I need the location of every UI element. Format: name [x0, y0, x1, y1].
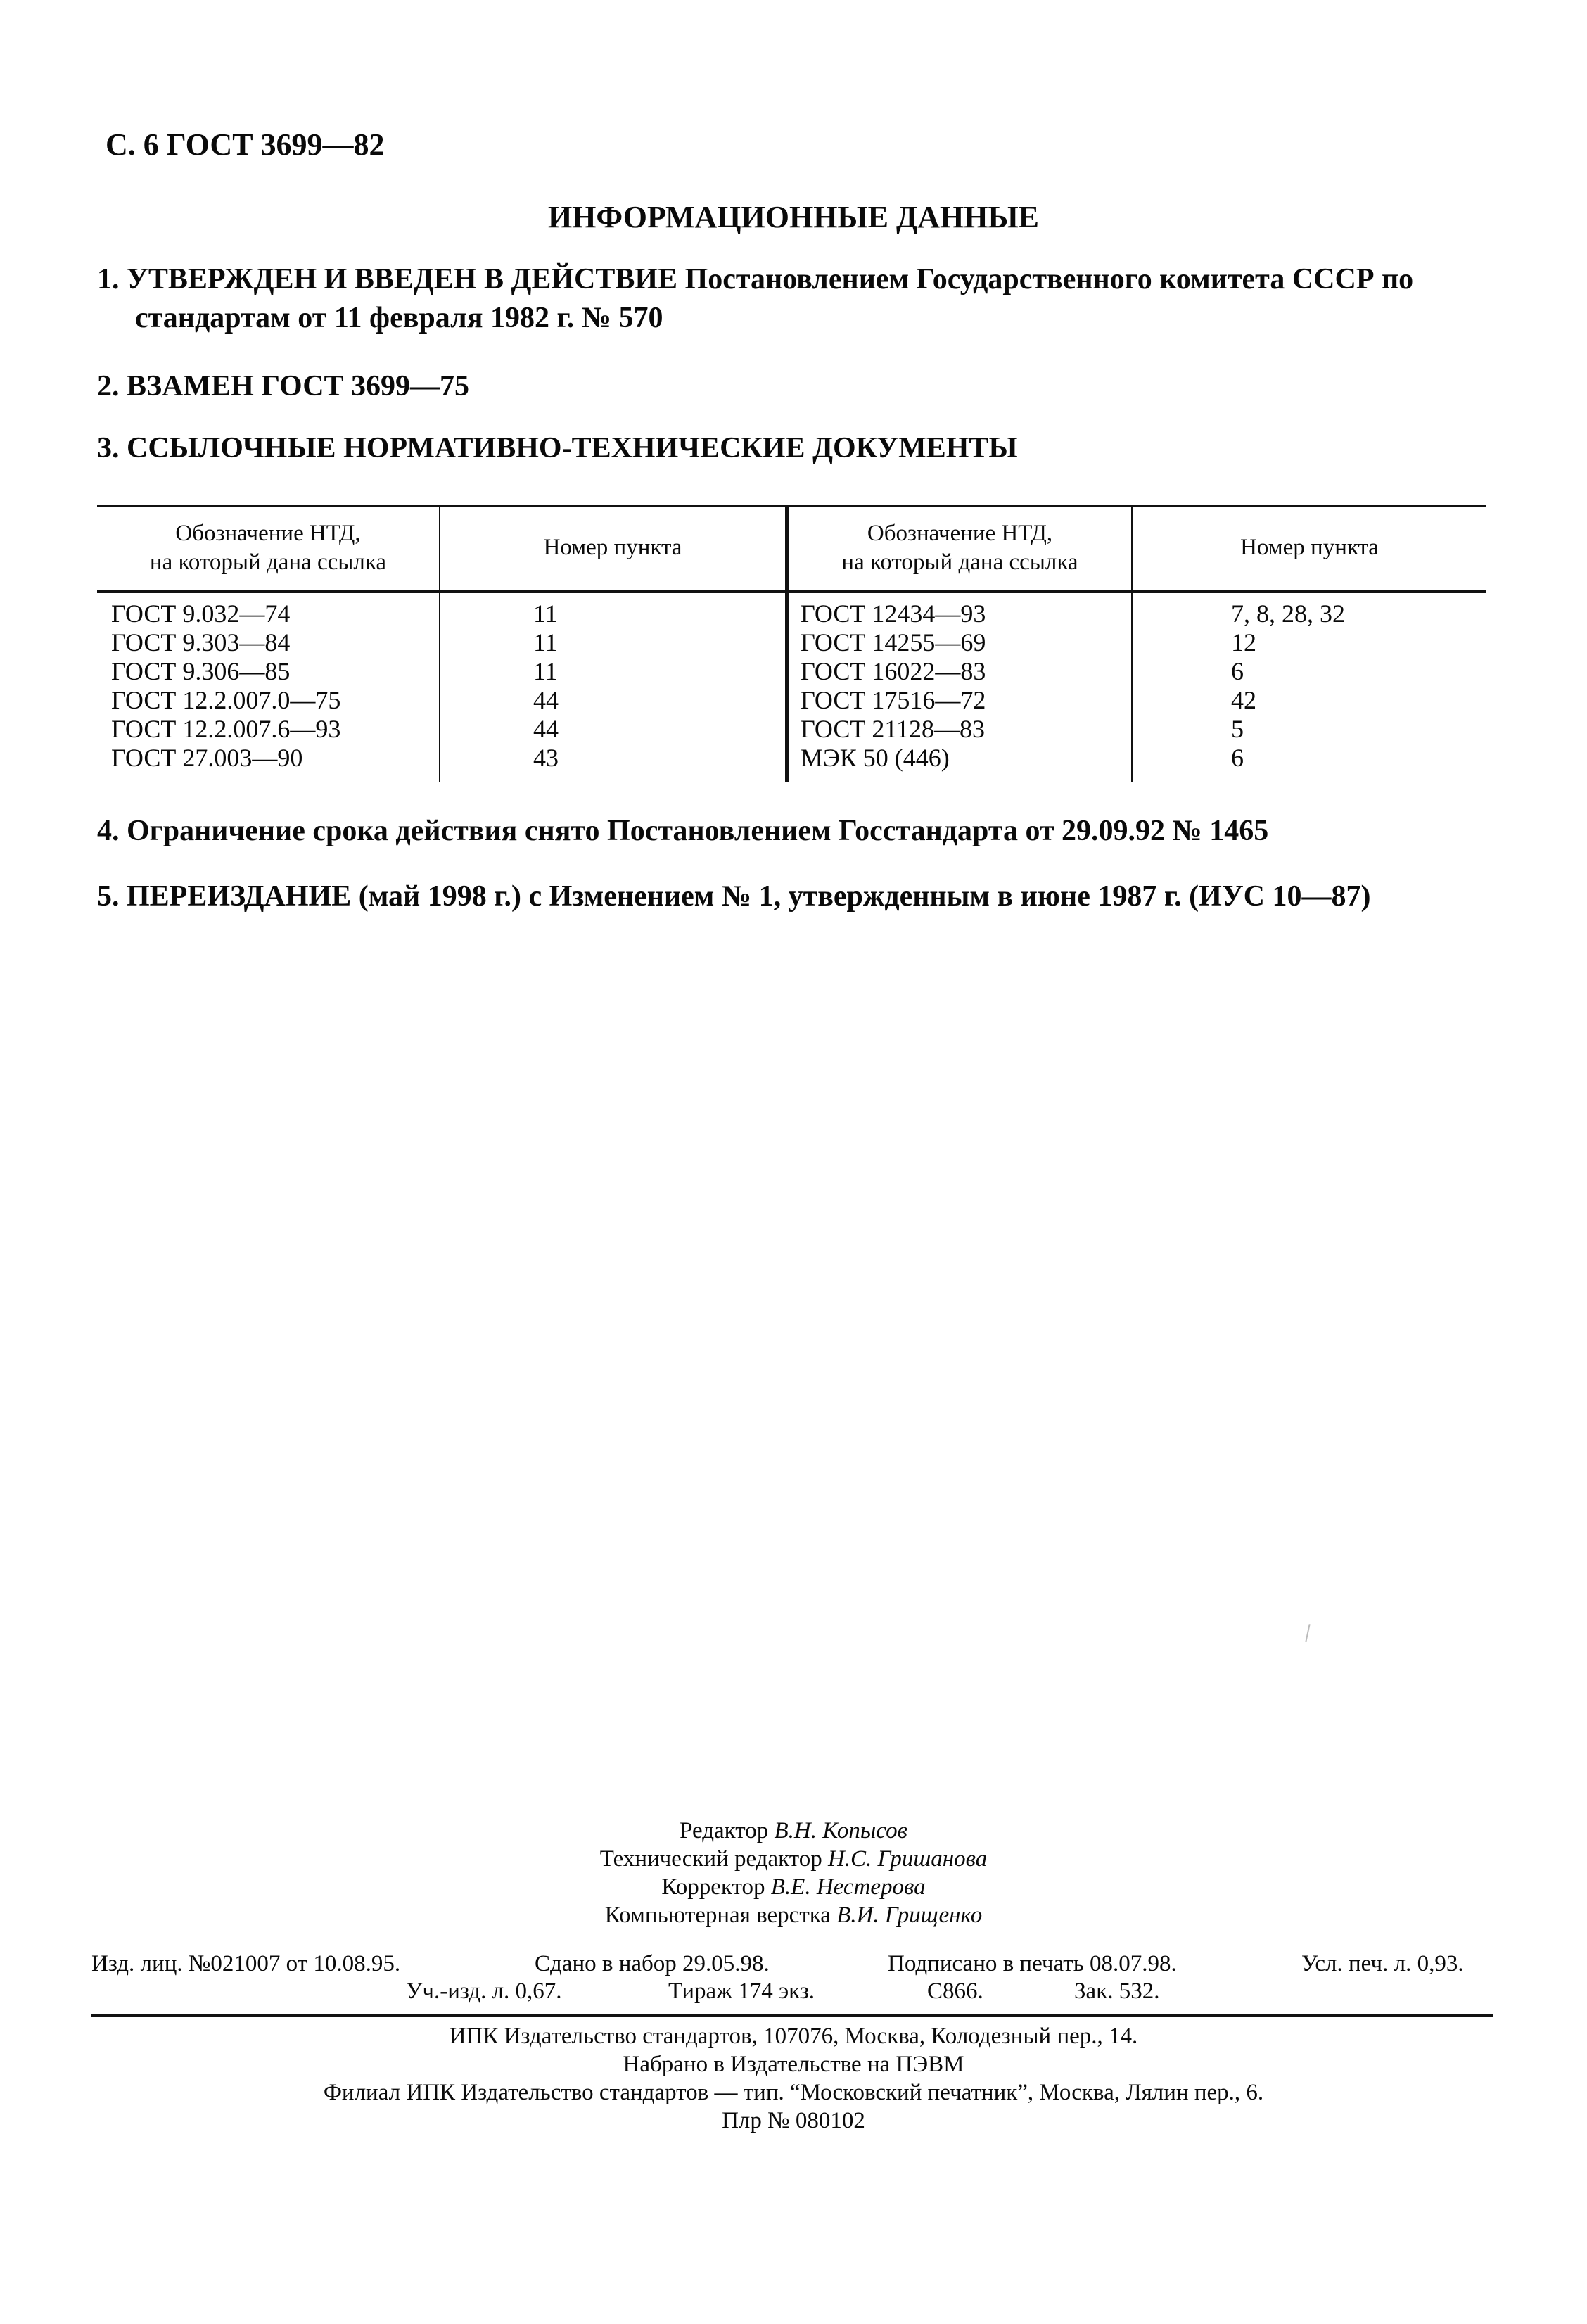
reference-table: [97, 505, 1486, 782]
credit-label: Редактор: [680, 1818, 769, 1843]
imprint-code: С866.: [927, 1979, 983, 2004]
header-point-left: Номер пункта: [543, 535, 682, 560]
header-ntd-line2: на который дана ссылка: [149, 550, 387, 575]
header-ntd-line1: Обозначение НТД,: [175, 521, 361, 546]
table-top-rule: [97, 505, 1486, 507]
table-cell: 44: [533, 715, 559, 743]
publisher-line: ИПК Издательство стандартов, 107076, Москва, Колодезный пер., 14.: [449, 2024, 1138, 2049]
header-point-right: Номер пункта: [1240, 535, 1379, 560]
publisher-license: Плр № 080102: [722, 2108, 865, 2133]
table-row: ГОСТ 27.003—90: [111, 744, 303, 772]
table-cell: ГОСТ 16022—83: [801, 657, 986, 685]
publisher-line: Филиал ИПК Издательство стандартов — тип. “Московский печатник”, Москва, Лялин пер., 6.: [323, 2080, 1264, 2105]
credit-editor: [0, 1817, 1587, 1845]
table-cell: 43: [533, 744, 559, 772]
table-cell: 11: [533, 657, 558, 685]
table-cell: ГОСТ 12434—93: [801, 599, 986, 628]
table-cell: 44: [533, 686, 559, 714]
table-row: ГОСТ 9.303—84: [111, 628, 291, 656]
table-cell: 5: [1231, 715, 1244, 743]
publisher-line: Набрано в Издательстве на ПЭВМ: [623, 2052, 964, 2077]
header-ntd-line2: на который дана ссылка: [841, 550, 1078, 575]
item-2: 2. ВЗАМЕН ГОСТ 3699—75: [97, 370, 470, 402]
imprint-uch: Уч.-изд. л. 0,67.: [406, 1979, 562, 2004]
imprint-divider: [91, 2014, 1493, 2017]
table-row: ГОСТ 9.306—85: [111, 657, 291, 685]
credit-corrector: [0, 1873, 1587, 1901]
table-cell: ГОСТ 21128—83: [801, 715, 986, 743]
header-ntd-right: [789, 519, 1131, 577]
table-cell: 6: [1231, 657, 1244, 685]
imprint-sent: Сдано в набор 29.05.98.: [535, 1951, 770, 1976]
page-header: С. 6 ГОСТ 3699—82: [106, 127, 385, 162]
item-1-line-2: стандартам от 11 февраля 1982 г. № 570: [135, 302, 663, 334]
imprint-signed: Подписано в печать 08.07.98.: [888, 1951, 1177, 1976]
credit-tech-editor: [0, 1845, 1587, 1873]
item-1-line-1: 1. УТВЕРЖДЕН И ВВЕДЕН В ДЕЙСТВИЕ Постановлением Государственного комитета СССР по: [97, 263, 1414, 296]
item-3: 3. ССЫЛОЧНЫЕ НОРМАТИВНО-ТЕХНИЧЕСКИЕ ДОКУМЕНТЫ: [97, 432, 1018, 464]
table-row: ГОСТ 12.2.007.0—75: [111, 686, 341, 714]
credit-label: Технический редактор: [599, 1846, 822, 1872]
page-title: ИНФОРМАЦИОННЫЕ ДАННЫЕ: [547, 200, 1040, 234]
credit-name: В.И. Грищенко: [836, 1903, 983, 1928]
table-cell: 11: [533, 599, 558, 628]
credit-name: Н.С. Гришанова: [827, 1846, 988, 1872]
item-5: 5. ПЕРЕИЗДАНИЕ (май 1998 г.) с Изменением № 1, утвержденным в июне 1987 г. (ИУС 10—87): [97, 880, 1371, 913]
credit-label: Компьютерная верстка: [604, 1903, 831, 1928]
table-row: ГОСТ 12.2.007.6—93: [111, 715, 341, 743]
table-cell: 6: [1231, 744, 1244, 772]
header-ntd-left: [97, 519, 439, 577]
credits-block: [0, 1817, 1587, 1929]
credit-label: Корректор: [661, 1874, 765, 1900]
imprint-usl: Усл. печ. л. 0,93.: [1301, 1951, 1464, 1976]
imprint-license: Изд. лиц. №021007 от 10.08.95.: [91, 1951, 401, 1976]
imprint-tirazh: Тираж 174 экз.: [668, 1979, 815, 2004]
credit-layout: [0, 1901, 1587, 1929]
table-header-rule: [97, 590, 1486, 593]
table-cell: ГОСТ 14255—69: [801, 628, 986, 656]
scan-mark: [1305, 1624, 1310, 1642]
item-4: 4. Ограничение срока действия снято Постановлением Госстандарта от 29.09.92 № 1465: [97, 815, 1269, 847]
credit-name: В.Н. Копысов: [774, 1818, 907, 1843]
table-cell: 7, 8, 28, 32: [1231, 599, 1345, 628]
table-cell: ГОСТ 17516—72: [801, 686, 986, 714]
header-ntd-line1: Обозначение НТД,: [867, 521, 1053, 546]
table-cell: 11: [533, 628, 558, 656]
table-row: ГОСТ 9.032—74: [111, 599, 291, 628]
table-cell: МЭК 50 (446): [801, 744, 950, 772]
publisher-block: [0, 2022, 1587, 2135]
table-cell: 12: [1231, 628, 1256, 656]
credit-name: В.Е. Нестерова: [770, 1874, 926, 1900]
table-cell: 42: [1231, 686, 1256, 714]
imprint-order: Зак. 532.: [1074, 1979, 1160, 2004]
